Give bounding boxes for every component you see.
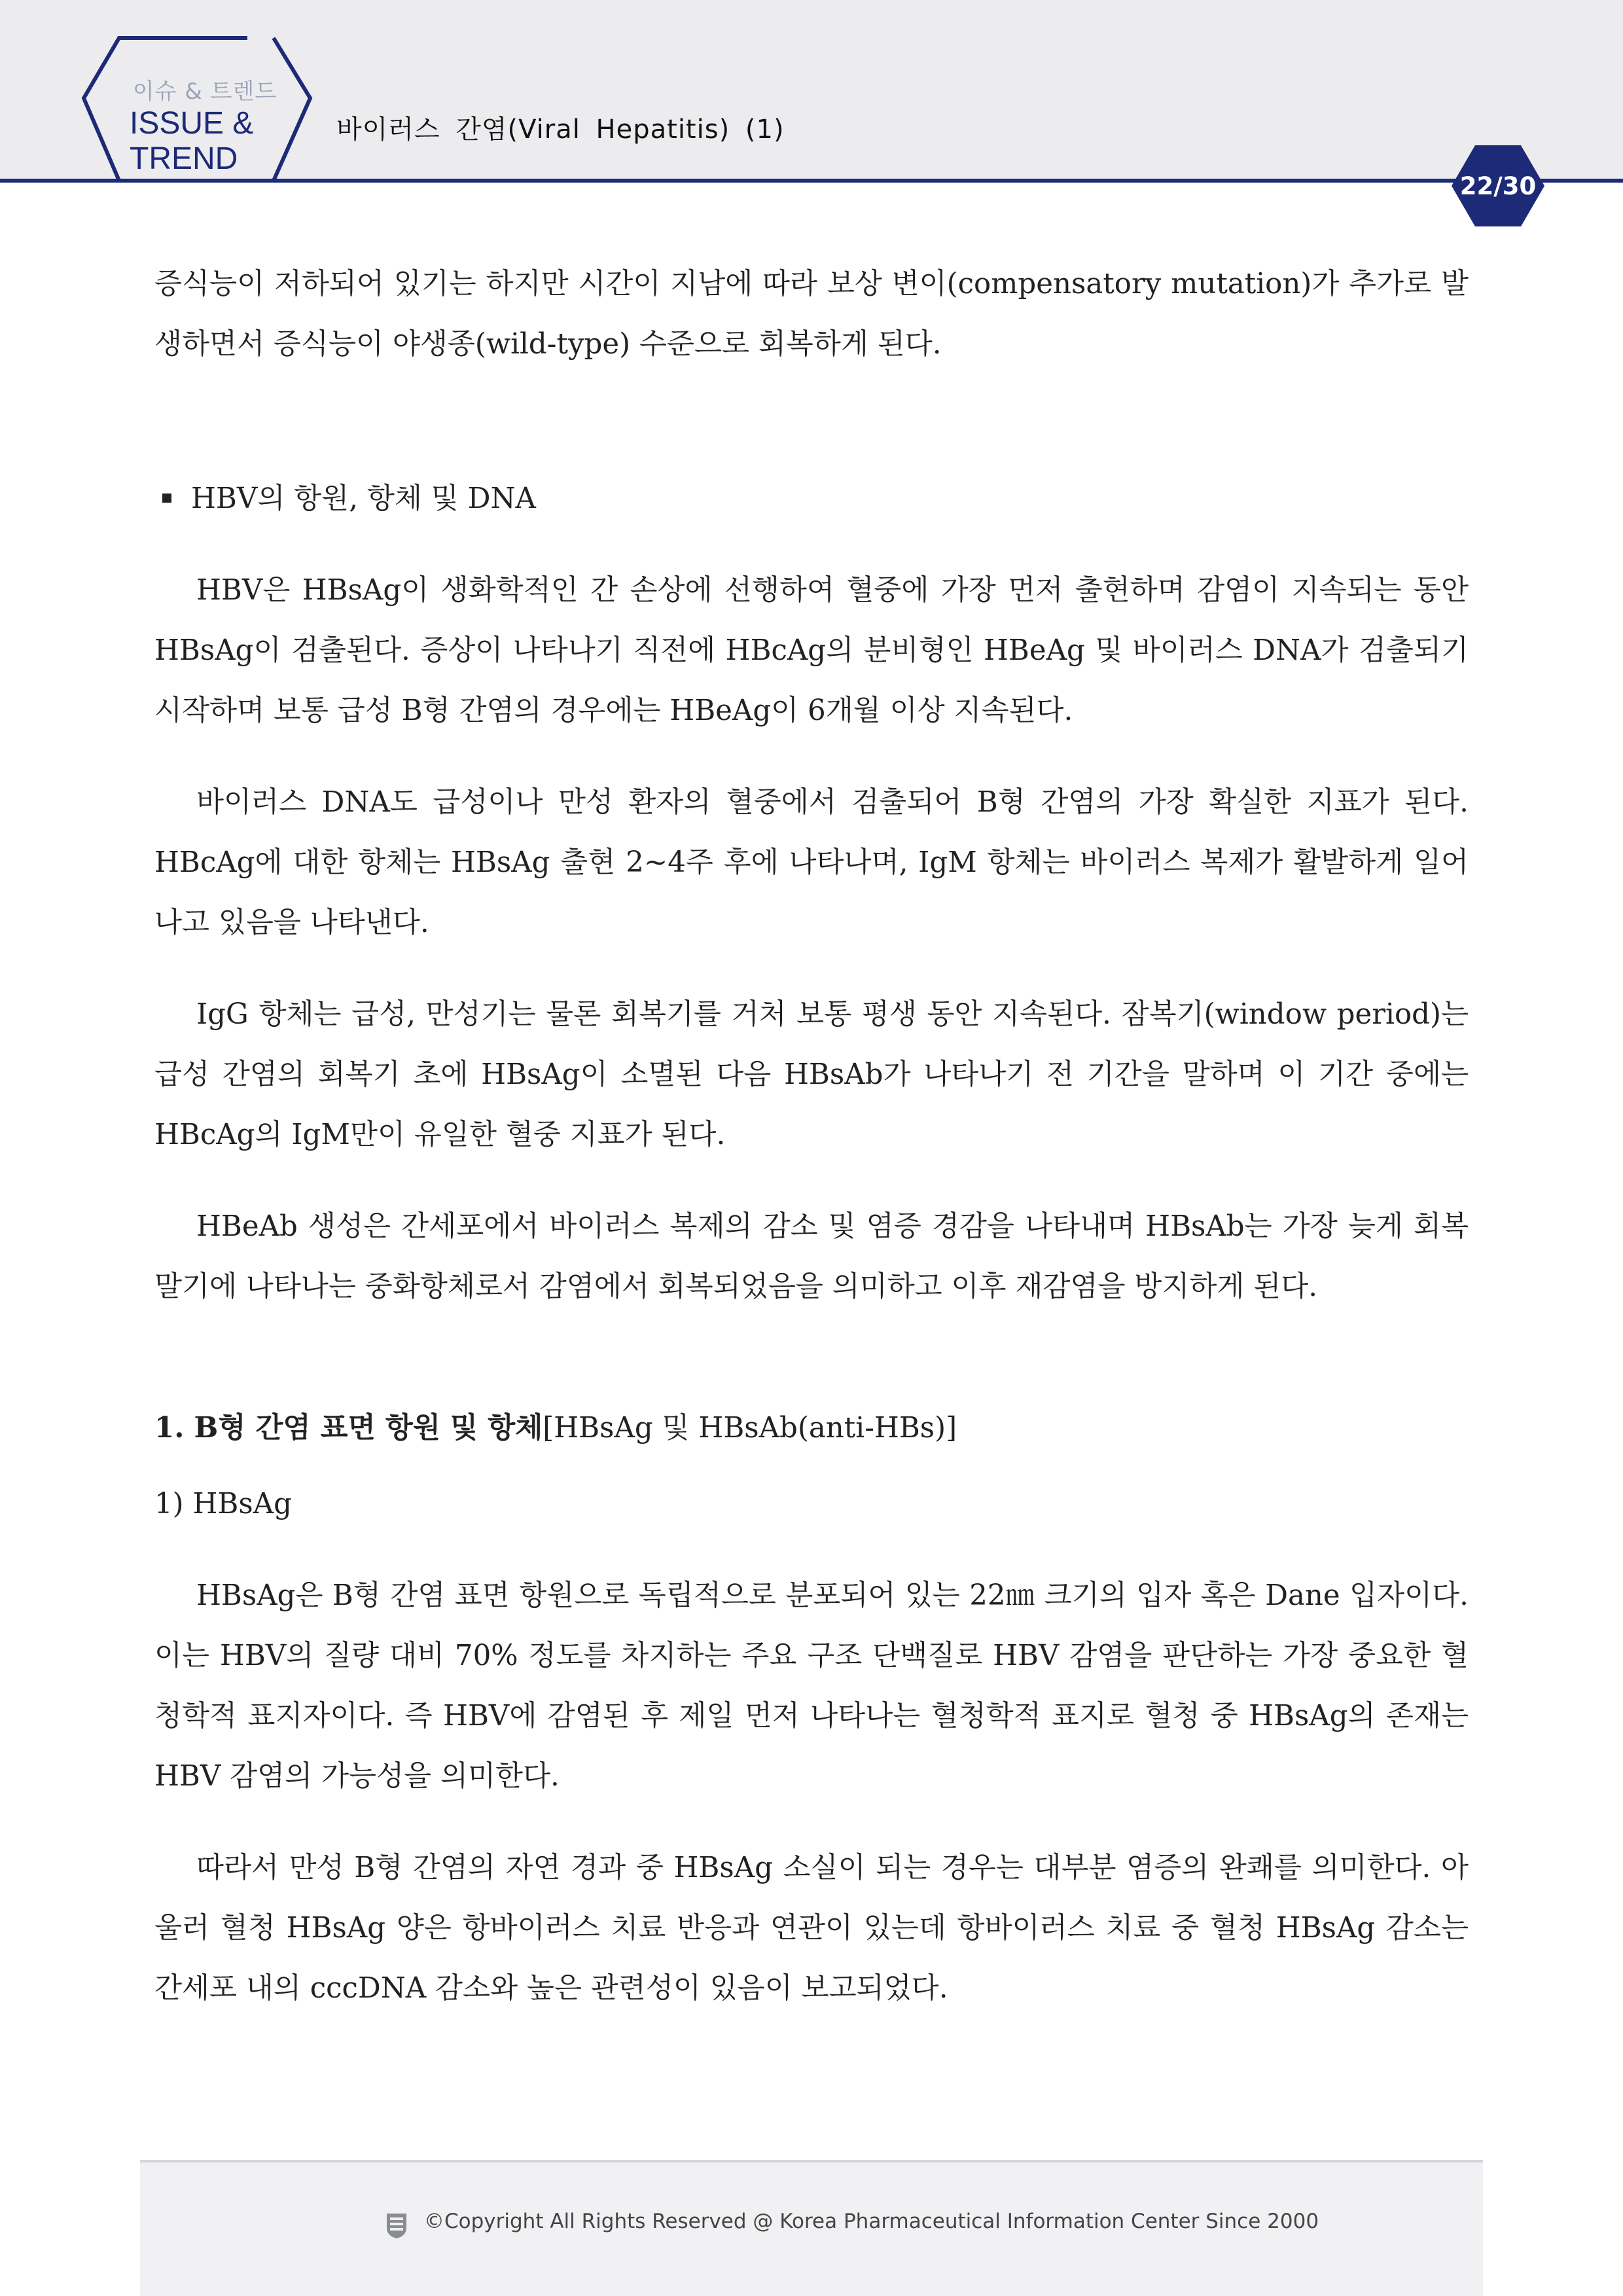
paragraph-hbeab: HBeAb 생성은 간세포에서 바이러스 복제의 감소 및 염증 경감을 나타내며 HBsAb는 가장 늦게 회복 말기에 나타나는 중화항체로서 감염에서 회복되었음을 의미하고 이후 재감염을 방지하게 된다. xyxy=(154,1210,1469,1303)
logo-korean-label: 이슈 & 트렌드 xyxy=(132,79,277,105)
page-number: 22/30 xyxy=(1459,171,1537,200)
spacer xyxy=(154,1534,1469,1566)
spacer xyxy=(154,741,1469,772)
paragraph-continuation: 증식능이 저하되어 있기는 하지만 시간이 지남에 따라 보상 변이(compensatory mutation)가 추가로 발생하면서 증식능이 야생종(wild-type) 수준으로 회복하게 된다. xyxy=(154,268,1469,361)
spacer xyxy=(154,529,1469,560)
kpic-emblem-icon xyxy=(385,2211,408,2240)
logo-line-2: TREND xyxy=(130,141,238,176)
paragraph-viral-dna: 바이러스 DNA도 급성이나 만성 환자의 혈중에서 검출되어 B형 간염의 가장 확실한 지표가 된다. HBcAg에 대한 항체는 HBsAg 출현 2~4주 후에 나타나며, IgM 항체는 바이러스 복제가 활발하게 일어나고 있음을 나타낸다. xyxy=(154,786,1469,939)
section-heading-bold: 1. B형 간염 표면 항원 및 항체 xyxy=(154,1411,543,1444)
paragraph-hbv-antigen: HBV은 HBsAg이 생화학적인 간 손상에 선행하여 혈중에 가장 먼저 출현하며 감염이 지속되는 동안 HBsAg이 검출된다. 증상이 나타나기 직전에 HBcAg의 분비형인 HBeAg 및 바이러스 DNA가 검출되기 시작하며 보통 급성 B형 간염의 경우에는 HBeAg이 6개월 이상 지속된다. xyxy=(154,574,1469,727)
page-header xyxy=(0,0,1623,200)
section-heading-rest: [HBsAg 및 HBsAb(anti-HBs)] xyxy=(543,1412,957,1444)
spacer xyxy=(154,1806,1469,1838)
paragraph-hbsag-definition: HBsAg은 B형 간염 표면 항원으로 독립적으로 분포되어 있는 22㎚ 크기의 입자 혹은 Dane 입자이다. 이는 HBV의 질량 대비 70% 정도를 차지하는 주요 구조 단백질로 HBV 감염을 판단하는 가장 중요한 혈청학적 표지자이다. 즉 HBV에 감염된 후 제일 먼저 나타나는 혈청학적 표지로 혈청 중 HBsAg의 존재는 HBV 감염의 가능성을 의미한다. xyxy=(154,1579,1469,1793)
spacer xyxy=(154,1165,1469,1196)
square-bullet-icon xyxy=(162,493,171,503)
bullet-heading xyxy=(154,469,1469,529)
issue-trend-logo xyxy=(130,106,253,177)
spacer xyxy=(154,374,1469,469)
subsection-heading: 1) HBsAg xyxy=(154,1488,292,1520)
copyright-notice: ©Copyright All Rights Reserved @ Korea Pharmaceutical Information Center Since 2000 xyxy=(424,2210,1319,2233)
logo-line-1: ISSUE & xyxy=(130,106,254,141)
document-body xyxy=(154,254,1469,2018)
bullet-heading-text: HBV의 항원, 항체 및 DNA xyxy=(191,482,536,515)
section-heading xyxy=(154,1398,1469,1458)
paragraph-igg-antibody: IgG 항체는 급성, 만성기는 물론 회복기를 거처 보통 평생 동안 지속된다. 잠복기(window period)는 급성 간염의 회복기 초에 HBsAg이 소멸된 다음 HBsAb가 나타나기 전 기간을 말하며 이 기간 중에는 HBcAg의 IgM만이 유일한 혈중 지표가 된다. xyxy=(154,998,1469,1151)
spacer xyxy=(154,1458,1469,1474)
spacer xyxy=(154,1317,1469,1398)
paragraph-hbsag-clearance: 따라서 만성 B형 간염의 자연 경과 중 HBsAg 소실이 되는 경우는 대부분 염증의 완쾌를 의미한다. 아울러 혈청 HBsAg 양은 항바이러스 치료 반응과 연관이 있는데 항바이러스 치료 중 혈청 HBsAg 감소는 간세포 내의 cccDNA 감소와 높은 관련성이 있음이 보고되었다. xyxy=(154,1852,1469,2005)
document-title: 바이러스 간염(Viral Hepatitis) (1) xyxy=(336,115,785,145)
spacer xyxy=(154,953,1469,984)
